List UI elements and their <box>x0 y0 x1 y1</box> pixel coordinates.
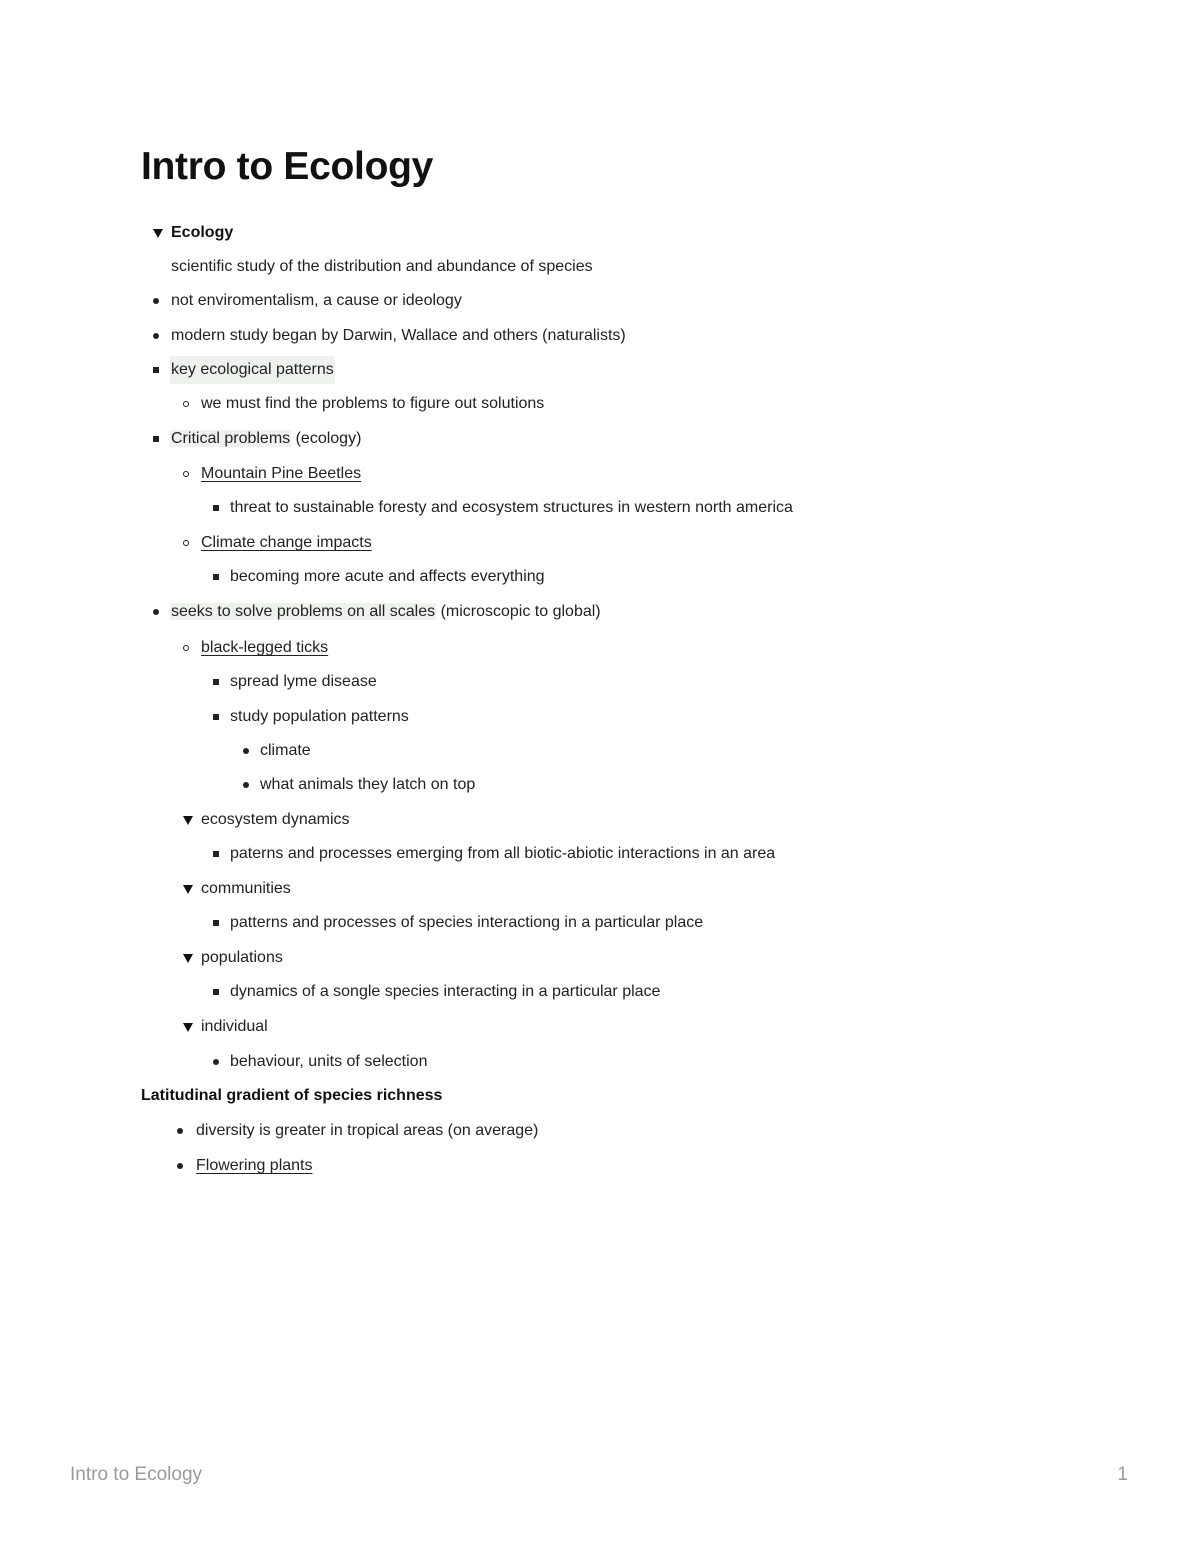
list-item-text: behaviour, units of selection <box>230 1053 428 1070</box>
toggle-label: individual <box>201 1018 268 1035</box>
list-item-text: what animals they latch on top <box>260 776 476 793</box>
toggle-label: communities <box>201 880 291 897</box>
list-item-text: we must find the problems to figure out solutions <box>201 395 545 412</box>
bullet-icon <box>150 598 162 626</box>
toggle-triangle-icon[interactable] <box>182 806 194 834</box>
toggle-triangle-icon[interactable] <box>182 875 194 903</box>
heading-text: Latitudinal gradient of species richness <box>141 1087 443 1104</box>
list-item-text: climate <box>260 742 311 759</box>
bullet-icon <box>240 771 252 799</box>
page-title: Intro to Ecology <box>141 145 434 188</box>
bullet-icon <box>180 390 192 418</box>
plain-text: (microscopic to global) <box>436 603 601 620</box>
list-item-text: paterns and processes emerging from all biotic-abiotic interactions in an area <box>230 845 776 862</box>
toggle-triangle-icon[interactable] <box>152 219 164 247</box>
bullet-icon <box>210 978 222 1006</box>
bullet-icon <box>174 1117 186 1145</box>
list-item-text: not enviromentalism, a cause or ideology <box>171 292 462 309</box>
bullet-icon <box>150 322 162 350</box>
list-item-text: becoming more acute and affects everything <box>230 568 545 585</box>
definition-text: scientific study of the distribution and abundance of species <box>171 258 593 275</box>
bullet-icon <box>210 840 222 868</box>
toggle-triangle-icon[interactable] <box>182 944 194 972</box>
bullet-icon <box>150 287 162 315</box>
plain-text: (ecology) <box>291 430 362 447</box>
bullet-icon <box>210 494 222 522</box>
bullet-icon <box>210 1048 222 1076</box>
highlighted-text: Critical problems <box>171 430 291 447</box>
footer-doc-title: Intro to Ecology <box>70 1464 203 1485</box>
list-item-text: modern study began by Darwin, Wallace and others (naturalists) <box>171 327 626 344</box>
bullet-icon <box>240 737 252 765</box>
link-mountain-pine-beetles[interactable]: Mountain Pine Beetles <box>201 465 362 482</box>
bullet-icon <box>180 529 192 557</box>
bullet-icon <box>210 563 222 591</box>
bullet-icon <box>174 1152 186 1180</box>
footer-page-number: 1 <box>1117 1464 1128 1485</box>
toggle-label: ecosystem dynamics <box>201 811 350 828</box>
bullet-icon <box>180 460 192 488</box>
bullet-icon <box>180 634 192 662</box>
toggle-label: populations <box>201 949 283 966</box>
toggle-label: Ecology <box>171 224 234 241</box>
link-climate-change-impacts[interactable]: Climate change impacts <box>201 534 372 551</box>
link-flowering-plants[interactable]: Flowering plants <box>196 1157 313 1174</box>
highlighted-text: key ecological patterns <box>170 356 335 384</box>
list-item-text: threat to sustainable foresty and ecosystem structures in western north america <box>230 499 793 516</box>
highlighted-text: seeks to solve problems on all scales <box>171 603 436 620</box>
list-item-text: diversity is greater in tropical areas (on average) <box>196 1122 539 1139</box>
list-item-text <box>170 598 601 626</box>
list-item-text: patterns and processes of species interactiong in a particular place <box>230 914 704 931</box>
list-item-text: study population patterns <box>230 708 409 725</box>
list-item-text: spread lyme disease <box>230 673 377 690</box>
list-item-text <box>170 425 361 453</box>
bullet-icon <box>210 668 222 696</box>
link-black-legged-ticks[interactable]: black-legged ticks <box>201 639 329 656</box>
bullet-icon <box>150 356 162 384</box>
bullet-icon <box>210 909 222 937</box>
list-item-text: dynamics of a songle species interacting in a particular place <box>230 983 661 1000</box>
toggle-triangle-icon[interactable] <box>182 1013 194 1041</box>
bullet-icon <box>210 703 222 731</box>
bullet-icon <box>150 425 162 453</box>
